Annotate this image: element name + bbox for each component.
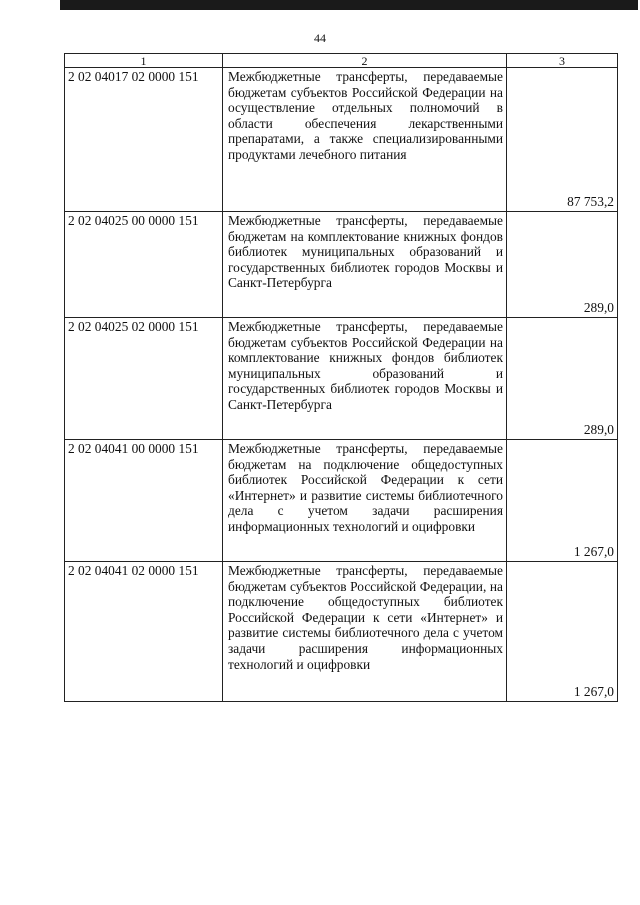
row-description: Межбюджетные трансферты, передаваемые бюджетам на комплектование книжных фондов библиотек муниципальных образований и государственных библиотек городов Москвы и Санкт-Петербурга: [223, 212, 507, 318]
column-header-code: 1: [65, 54, 223, 68]
row-amount: 289,0: [507, 212, 618, 318]
table-row: [65, 212, 618, 318]
table-row: [65, 68, 618, 212]
row-code: 2 02 04041 00 0000 151: [65, 440, 223, 562]
row-description: Межбюджетные трансферты, передаваемые бюджетам субъектов Российской Федерации на осуществление отдельных полномочий в области обеспечения лекарственными препаратами, а также специализированными продуктами лечебного питания: [223, 68, 507, 212]
page-number: 44: [314, 31, 326, 45]
table-header-row: [65, 54, 618, 68]
row-code: 2 02 04025 00 0000 151: [65, 212, 223, 318]
column-header-description: 2: [223, 54, 507, 68]
row-code: 2 02 04017 02 0000 151: [65, 68, 223, 212]
row-description: Межбюджетные трансферты, передаваемые бюджетам субъектов Российской Федерации на комплектование книжных фондов библиотек муниципальных образований и государственных библиотек городов Москвы и Санкт-Петербурга: [223, 318, 507, 440]
row-description: Межбюджетные трансферты, передаваемые бюджетам на подключение общедоступных библиотек Российской Федерации к сети «Интернет» и развитие системы библиотечного дела с учетом задачи расширения информационных технологий и оцифровки: [223, 440, 507, 562]
row-amount: 1 267,0: [507, 440, 618, 562]
row-code: 2 02 04025 02 0000 151: [65, 318, 223, 440]
table-row: [65, 318, 618, 440]
row-amount: 1 267,0: [507, 562, 618, 702]
row-amount: 87 753,2: [507, 68, 618, 212]
row-description: Межбюджетные трансферты, передаваемые бюджетам субъектов Российской Федерации, на подключение общедоступных библиотек Российской Федерации к сети «Интернет» и развитие системы библиотечного дела с учетом задачи расширения информационных технологий и оцифровки: [223, 562, 507, 702]
row-code: 2 02 04041 02 0000 151: [65, 562, 223, 702]
budget-table: [64, 53, 618, 702]
scan-top-edge: [60, 0, 638, 10]
table-row: [65, 440, 618, 562]
row-amount: 289,0: [507, 318, 618, 440]
column-header-amount: 3: [507, 54, 618, 68]
table-row: [65, 562, 618, 702]
